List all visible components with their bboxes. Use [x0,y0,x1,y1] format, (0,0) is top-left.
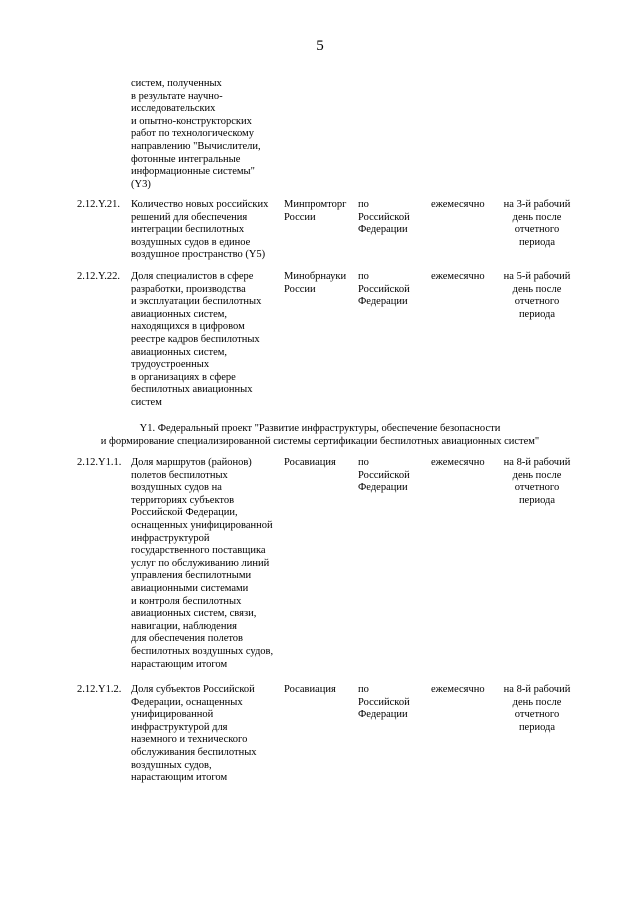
page-number: 5 [316,38,324,54]
row-frequency: ежемесячно [431,684,485,695]
row-indicator-name: Доля специалистов в сфере разработки, производства и эксплуатации беспилотных авиационных систем, находящихся в цифровом реестре кадров беспилотных авиационных систем, трудоустроенных в организациях в сфере беспилотных авиационных систем [131,271,262,408]
row-level: по Российской Федерации [358,457,410,494]
row-frequency: ежемесячно [431,199,485,210]
row-frequency: ежемесячно [431,457,485,468]
row-responsible-org: Минпромторг России [284,199,347,223]
continuation-text: систем, полученных в результате научно- исследовательских и опытно-конструкторских работ по технологическому направлению "Вычислители, фотонные интегральные информационные системы" (Y3) [131,78,261,190]
row-level: по Российской Федерации [358,271,410,308]
row-code: 2.12.Y1.1. [77,457,122,468]
row-responsible-org: Минобрнауки России [284,271,347,295]
row-responsible-org: Росавиация [284,684,336,695]
row-level: по Российской Федерации [358,199,410,236]
row-indicator-name: Количество новых российских решений для обеспечения интеграции беспилотных воздушных судов в единое воздушное пространство (Y5) [131,199,269,261]
row-indicator-name: Доля субъектов Российской Федерации, оснащенных унифицированной инфраструктурой для наземного и технического обслуживания беспилотных воздушных судов, нарастающим итогом [131,684,257,784]
row-code: 2.12.Y.21. [77,199,120,210]
row-indicator-name: Доля маршрутов (районов) полетов беспилотных воздушных судов на территориях субъектов Российской Федерации, оснащенных унифицированной инфраструктурой государственного поставщика услуг по обслуживанию линий управления беспилотными авиационными системами и контроля беспилотных авиационных систем, связи, навигации, наблюдения для обеспечения полетов беспилотных воздушных судов, нарастающим итогом [131,457,274,670]
row-level: по Российской Федерации [358,684,410,721]
row-deadline: на 5-й рабочий день после отчетного периода [503,271,571,320]
row-code: 2.12.Y.22. [77,271,120,282]
section-header: Y1. Федеральный проект "Развитие инфраструктуры, обеспечение безопасности и формирование специализированной системы сертификации беспилотных авиационных систем" [100,423,540,447]
row-deadline: на 8-й рабочий день после отчетного периода [503,457,571,506]
row-responsible-org: Росавиация [284,457,336,468]
row-deadline: на 8-й рабочий день после отчетного периода [503,684,571,733]
row-code: 2.12.Y1.2. [77,684,122,695]
row-frequency: ежемесячно [431,271,485,282]
row-deadline: на 3-й рабочий день после отчетного периода [503,199,571,248]
